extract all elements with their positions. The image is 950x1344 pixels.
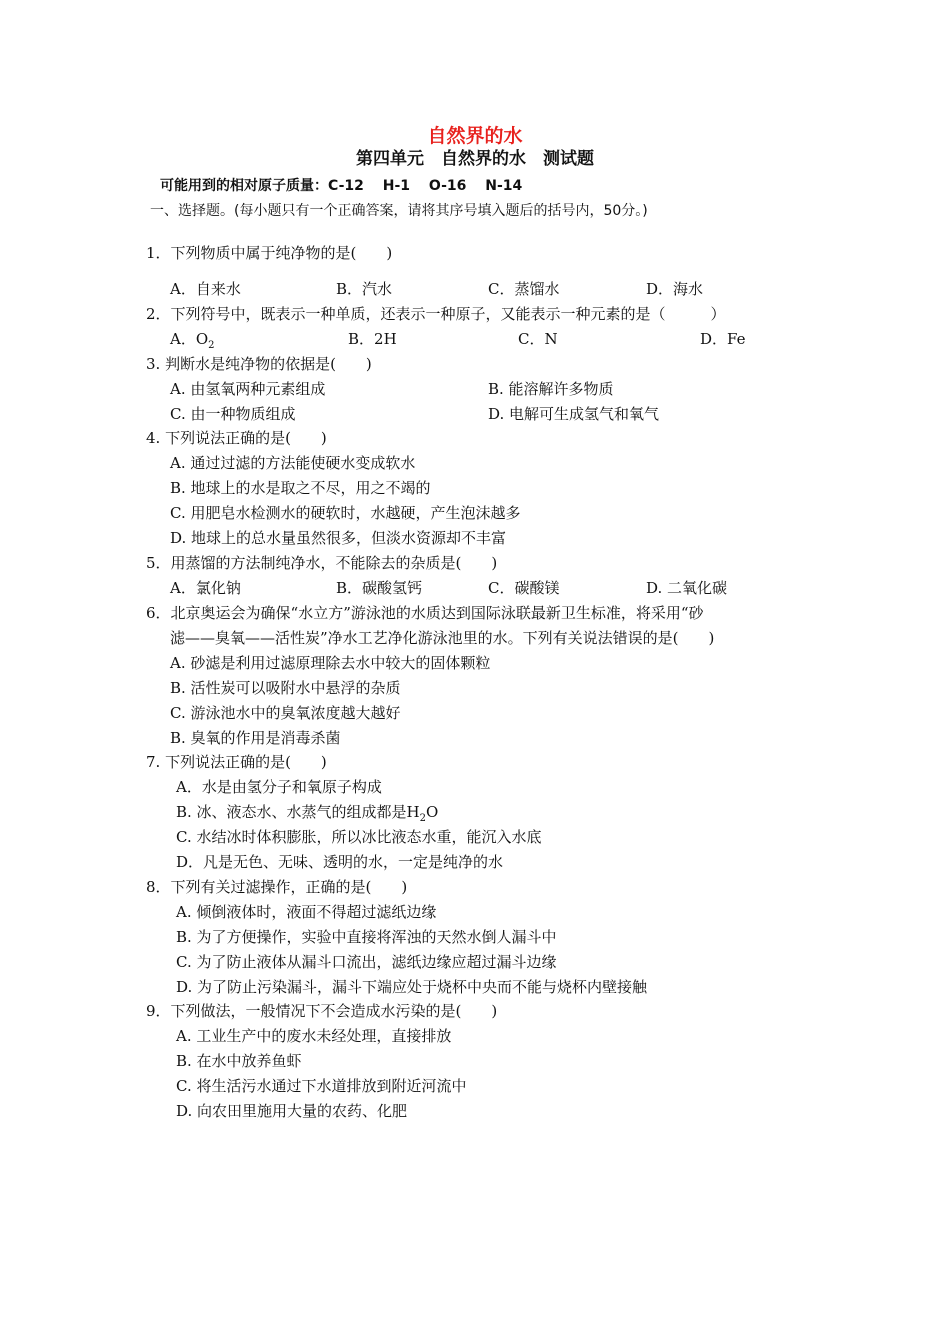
- q2-option-a-subscript: 2: [208, 340, 215, 351]
- q1-option-c: C．蒸馏水: [488, 280, 560, 298]
- q4-option-c: C. 用肥皂水检测水的硬软时，水越硬，产生泡沫越多: [170, 504, 521, 522]
- q3-option-c: C. 由一种物质组成: [170, 405, 296, 423]
- q7-option-b-subscript: 2: [419, 813, 427, 824]
- q8-option-b: B. 为了方便操作，实验中直接将浑浊的天然水倒人漏斗中: [176, 928, 557, 946]
- question-5-stem: 5．用蒸馏的方法制纯净水，不能除去的杂质是( ): [146, 554, 498, 572]
- q5-option-c: C．碳酸镁: [488, 579, 560, 597]
- question-4-stem: 4. 下列说法正确的是( ): [146, 429, 327, 447]
- question-6-stem-continued: 滤——臭氧——活性炭”净水工艺净化游泳池里的水。下列有关说法错误的是( ): [170, 629, 715, 647]
- question-3-stem: 3. 判断水是纯净物的依据是( ): [146, 355, 372, 373]
- q7-option-b-text: B. 冰、液态水、水蒸气的组成都是H: [176, 803, 420, 821]
- q4-option-b: B. 地球上的水是取之不尽，用之不竭的: [170, 479, 431, 497]
- q2-option-a-text: A．O: [170, 330, 209, 348]
- q8-option-c: C. 为了防止液体从漏斗口流出，滤纸边缘应超过漏斗边缘: [176, 953, 557, 971]
- section-heading: 一、选择题。(每小题只有一个正确答案，请将其序号填入题后的括号内，50分。): [150, 203, 648, 219]
- atomic-mass-note: 可能用到的相对原子质量：C-12 H-1 O-16 N-14: [160, 178, 523, 194]
- q7-option-a: A．水是由氢分子和氧原子构成: [176, 778, 382, 796]
- q3-option-d: D. 电解可生成氢气和氧气: [488, 405, 660, 423]
- question-2-stem: 2．下列符号中，既表示一种单质，还表示一种原子，又能表示一种元素的是（ ）: [146, 305, 726, 323]
- q9-option-a: A. 工业生产中的废水未经处理，直接排放: [176, 1027, 452, 1045]
- page-title: 自然界的水: [427, 125, 523, 147]
- q1-option-a: A．自来水: [170, 280, 241, 298]
- exam-subtitle: 第四单元 自然界的水 测试题: [356, 149, 594, 169]
- q2-option-a: [170, 329, 215, 349]
- q4-option-a: A. 通过过滤的方法能使硬水变成软水: [170, 454, 416, 472]
- question-6-stem: 6．北京奥运会为确保“水立方”游泳池的水质达到国际泳联最新卫生标准，将采用“砂: [146, 604, 704, 622]
- q4-option-d: D. 地球上的总水量虽然很多，但淡水资源却不丰富: [170, 529, 507, 547]
- q9-option-c: C. 将生活污水通过下水道排放到附近河流中: [176, 1077, 467, 1095]
- q5-option-b: B．碳酸氢钙: [336, 579, 423, 597]
- q6-option-c: C. 游泳池水中的臭氧浓度越大越好: [170, 704, 401, 722]
- question-1-stem: 1．下列物质中属于纯净物的是( ): [146, 244, 393, 262]
- q7-option-c: C. 水结冰时体积膨胀，所以冰比液态水重，能沉入水底: [176, 828, 542, 846]
- q5-option-a: A．氯化钠: [170, 579, 241, 597]
- q6-option-a: A. 砂滤是利用过滤原理除去水中较大的固体颗粒: [170, 654, 491, 672]
- question-9-stem: 9．下列做法，一般情况下不会造成水污染的是( ): [146, 1002, 498, 1020]
- q7-option-b-tail: O: [426, 803, 439, 821]
- q1-option-b: B．汽水: [336, 280, 393, 298]
- q8-option-a: A. 倾倒液体时，液面不得超过滤纸边缘: [176, 903, 437, 921]
- q2-option-d: D．Fe: [700, 330, 746, 348]
- q9-option-d: D. 向农田里施用大量的农药、化肥: [176, 1102, 408, 1120]
- q2-option-b: B．2H: [348, 330, 397, 348]
- q5-option-d: D. 二氧化碳: [646, 579, 728, 597]
- q1-option-d: D．海水: [646, 280, 704, 298]
- q9-option-b: B. 在水中放养鱼虾: [176, 1052, 302, 1070]
- q8-option-d: D. 为了防止污染漏斗，漏斗下端应处于烧杯中央而不能与烧杯内壁接触: [176, 978, 648, 996]
- q6-option-b: B. 活性炭可以吸附水中悬浮的杂质: [170, 679, 401, 697]
- question-8-stem: 8．下列有关过滤操作，正确的是( ): [146, 878, 408, 896]
- q3-option-a: A. 由氢氧两种元素组成: [170, 380, 326, 398]
- q3-option-b: B. 能溶解许多物质: [488, 380, 614, 398]
- question-7-stem: 7. 下列说法正确的是( ): [146, 753, 327, 771]
- q6-option-d: B. 臭氧的作用是消毒杀菌: [170, 729, 341, 747]
- q7-option-b: [176, 802, 438, 822]
- q7-option-d: D．凡是无色、无味、透明的水，一定是纯净的水: [176, 853, 504, 871]
- q2-option-c: C．N: [518, 330, 558, 348]
